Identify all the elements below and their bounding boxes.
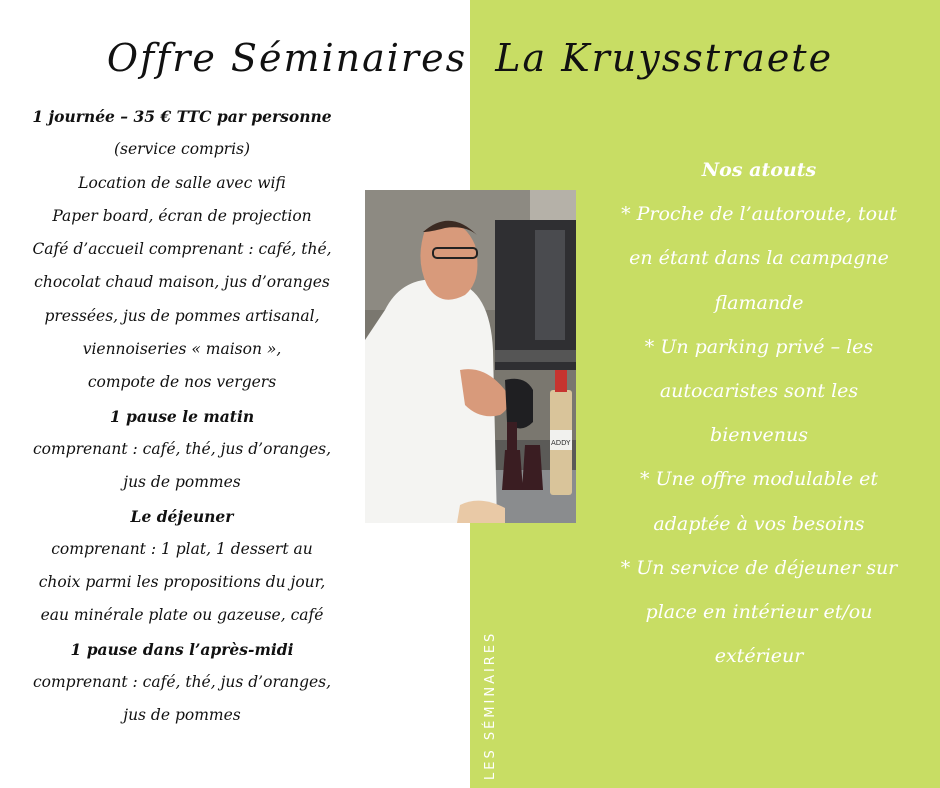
offer-line: pressées, jus de pommes artisanal, <box>44 306 320 325</box>
atouts-line: flamande <box>714 291 804 314</box>
offer-line: Café d’accueil comprenant : café, thé, <box>32 240 332 259</box>
offer-line: 1 journée – 35 € TTC par personne <box>32 107 332 126</box>
vertical-section-label: LES SÉMINAIRES <box>483 630 498 780</box>
offer-line: Paper board, écran de projection <box>52 206 312 225</box>
atouts-line: place en intérieur et/ou <box>645 601 873 624</box>
offer-line: Location de salle avec wifi <box>78 173 286 192</box>
offer-line: compote de nos vergers <box>87 373 277 392</box>
offer-details <box>18 100 346 733</box>
offer-line: 1 pause le matin <box>109 406 255 426</box>
offer-line: comprenant : café, thé, jus d’oranges, <box>32 439 332 458</box>
atouts-heading: Nos atouts <box>701 159 817 181</box>
offer-line: (service compris) <box>113 140 251 159</box>
offer-line: comprenant : café, thé, jus d’oranges, <box>32 673 332 692</box>
atouts-line: bienvenus <box>710 424 808 447</box>
page-title <box>0 36 940 80</box>
title-offer: Offre Séminaires <box>106 36 468 80</box>
atouts-line: * Une offre modulable et <box>639 468 878 491</box>
chef-photo-illustration <box>365 190 576 523</box>
offer-line: viennoiseries « maison », <box>82 340 282 359</box>
atouts-section <box>600 148 918 678</box>
atouts-line: * Un service de déjeuner sur <box>620 556 898 579</box>
offer-line: comprenant : 1 plat, 1 dessert au <box>51 539 313 558</box>
offer-line: Le déjeuner <box>130 506 234 526</box>
chef-photo <box>365 190 576 523</box>
atouts-line: autocaristes sont les <box>659 380 859 403</box>
offer-line: choix parmi les propositions du jour, <box>38 573 326 592</box>
offer-line: 1 pause dans l’après-midi <box>70 639 294 659</box>
atouts-line: * Proche de l’autoroute, tout <box>621 203 897 226</box>
atouts-line: en étant dans la campagne <box>629 247 889 270</box>
offer-line: eau minérale plate ou gazeuse, café <box>40 606 324 625</box>
title-venue: La Kruysstraete <box>495 36 834 80</box>
atouts-line: * Un parking privé – les <box>644 335 874 358</box>
offer-line: jus de pommes <box>123 473 241 492</box>
offer-line: chocolat chaud maison, jus d’oranges <box>34 273 330 292</box>
bottle-label: ADDY <box>551 439 571 447</box>
offer-line: jus de pommes <box>123 706 241 725</box>
atouts-line: extérieur <box>714 645 804 668</box>
atouts-line: adaptée à vos besoins <box>653 512 865 535</box>
